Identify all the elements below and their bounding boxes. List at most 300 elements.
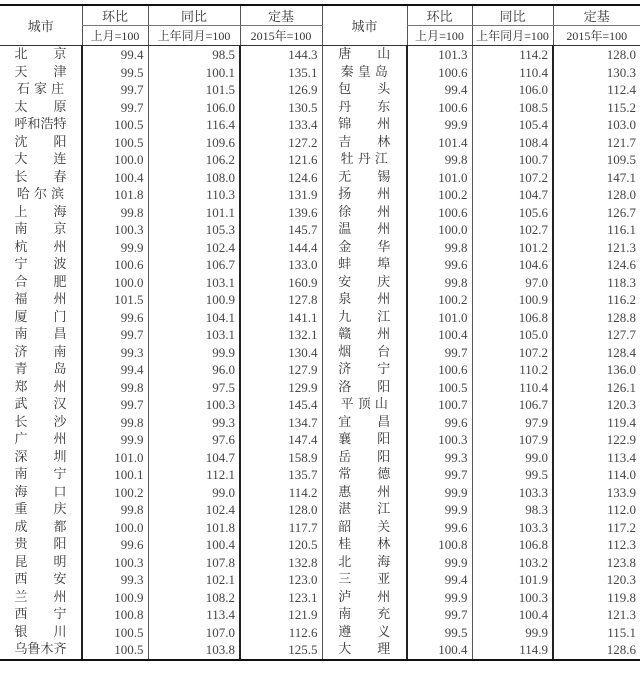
- yoy-value-right: 98.3: [472, 501, 553, 519]
- city-name-right: 洛 阳: [322, 379, 407, 397]
- base-value-left: 158.9: [240, 449, 322, 467]
- base-value-left: 127.9: [240, 361, 322, 379]
- mom-value-left: 99.3: [82, 344, 148, 362]
- yoy-value-right: 104.7: [472, 186, 553, 204]
- mom-value-right: 100.0: [407, 221, 472, 239]
- city-name-left: 西 安: [14, 572, 67, 587]
- mom-value-left: 99.8: [82, 204, 148, 222]
- base-value-right: 126.1: [553, 379, 640, 397]
- base-value-right: 114.0: [553, 466, 640, 484]
- base-value-left: 131.9: [240, 186, 322, 204]
- table-row: [0, 99, 640, 117]
- yoy-value-left: 106.2: [148, 151, 240, 169]
- yoy-value-right: 108.4: [472, 134, 553, 152]
- base-value-right: 136.0: [553, 361, 640, 379]
- city-name-left: 贵 阳: [14, 537, 67, 552]
- base-value-right: 128.0: [553, 186, 640, 204]
- base-value-left: 127.8: [240, 291, 322, 309]
- city-name-right: 赣 州: [322, 326, 407, 344]
- yoy-value-right: 114.2: [472, 46, 553, 64]
- base-value-left: 126.9: [240, 81, 322, 99]
- base-value-right: 121.3: [553, 239, 640, 257]
- base-value-right: 130.3: [553, 64, 640, 82]
- base-value-left: 120.5: [240, 536, 322, 554]
- table-row: [0, 554, 640, 572]
- mom-value-right: 101.0: [407, 309, 472, 327]
- mom-value-right: 99.9: [407, 501, 472, 519]
- base-value-left: 112.6: [240, 624, 322, 642]
- city-name-right: 九 江: [322, 309, 407, 327]
- table-row: [0, 309, 640, 327]
- yoy-value-right: 110.4: [472, 64, 553, 82]
- yoy-value-right: 105.6: [472, 204, 553, 222]
- yoy-value-left: 116.4: [148, 116, 240, 134]
- base-value-right: 128.4: [553, 344, 640, 362]
- table-row: [0, 484, 640, 502]
- mom-value-right: 99.9: [407, 554, 472, 572]
- mom-value-right: 99.8: [407, 151, 472, 169]
- yoy-value-left: 98.5: [148, 46, 240, 64]
- yoy-value-left: 104.1: [148, 309, 240, 327]
- city-name-right: 秦 皇 岛: [322, 64, 407, 82]
- base-value-right: 128.0: [553, 46, 640, 64]
- table-row: [0, 291, 640, 309]
- yoy-value-left: 101.1: [148, 204, 240, 222]
- base-value-right: 133.9: [553, 484, 640, 502]
- city-name-right: 桂 林: [322, 536, 407, 554]
- table-row: [0, 624, 640, 642]
- yoy-value-left: 106.0: [148, 99, 240, 117]
- table-row: [0, 64, 640, 82]
- mom-value-right: 99.9: [407, 484, 472, 502]
- table-row: [0, 81, 640, 99]
- mom-value-right: 99.6: [407, 519, 472, 537]
- city-name-left: 长 沙: [14, 414, 67, 430]
- header-row-2: [0, 26, 640, 46]
- base-value-right: 115.1: [553, 624, 640, 642]
- city-name-left: 福 州: [14, 292, 67, 307]
- city-name-right: 平 顶 山: [322, 396, 407, 414]
- mom-value-right: 99.5: [407, 624, 472, 642]
- city-name-left: 兰 州: [14, 589, 67, 605]
- city-name-left: 郑 州: [14, 379, 67, 395]
- mom-value-left: 100.0: [82, 151, 148, 169]
- table-row: [0, 169, 640, 187]
- mom-value-left: 99.7: [82, 81, 148, 99]
- price-index-table: [0, 4, 640, 661]
- header-city-left: 城市: [0, 5, 82, 46]
- table-row: [0, 571, 640, 589]
- city-name-left: 深 圳: [14, 449, 67, 465]
- base-value-left: 125.5: [240, 641, 322, 660]
- mom-value-right: 100.6: [407, 361, 472, 379]
- base-value-left: 130.4: [240, 344, 322, 362]
- mom-value-left: 101.5: [82, 291, 148, 309]
- mom-value-right: 99.4: [407, 81, 472, 99]
- header-mom-left: 环比: [82, 5, 148, 26]
- yoy-value-right: 99.0: [472, 449, 553, 467]
- subheader-yoy-right: 上年同月=100: [472, 26, 553, 46]
- yoy-value-left: 112.1: [148, 466, 240, 484]
- table-row: [0, 274, 640, 292]
- base-value-right: 112.4: [553, 81, 640, 99]
- table-row: [0, 344, 640, 362]
- city-name-right: 南 充: [322, 606, 407, 624]
- mom-value-left: 99.5: [82, 64, 148, 82]
- yoy-value-right: 99.9: [472, 624, 553, 642]
- city-name-right: 吉 林: [322, 134, 407, 152]
- base-value-left: 121.9: [240, 606, 322, 624]
- city-name-right: 韶 关: [322, 519, 407, 537]
- city-name-left: 广 州: [14, 432, 67, 447]
- yoy-value-left: 102.4: [148, 501, 240, 519]
- base-value-left: 145.4: [240, 396, 322, 414]
- city-name-right: 包 头: [322, 81, 407, 99]
- city-name-right: 无 锡: [322, 169, 407, 187]
- table-row: [0, 519, 640, 537]
- mom-value-left: 100.0: [82, 274, 148, 292]
- yoy-value-right: 101.9: [472, 571, 553, 589]
- yoy-value-left: 107.8: [148, 554, 240, 572]
- city-name-left: 长 春: [14, 169, 67, 185]
- yoy-value-left: 100.3: [148, 396, 240, 414]
- mom-value-right: 100.3: [407, 431, 472, 449]
- subheader-base-left: 2015年=100: [240, 26, 322, 46]
- yoy-value-right: 110.2: [472, 361, 553, 379]
- mom-value-left: 99.4: [82, 46, 148, 64]
- city-name-left: 海 口: [14, 484, 67, 500]
- city-name-right: 泸 州: [322, 589, 407, 607]
- base-value-right: 118.3: [553, 274, 640, 292]
- header-base-right: 定基: [553, 5, 640, 26]
- yoy-value-left: 103.1: [148, 326, 240, 344]
- base-value-left: 133.4: [240, 116, 322, 134]
- base-value-left: 128.0: [240, 501, 322, 519]
- subheader-yoy-left: 上年同月=100: [148, 26, 240, 46]
- city-name-right: 三 亚: [322, 571, 407, 589]
- table-row: [0, 151, 640, 169]
- yoy-value-left: 101.5: [148, 81, 240, 99]
- mom-value-left: 100.3: [82, 554, 148, 572]
- yoy-value-left: 104.7: [148, 449, 240, 467]
- mom-value-right: 100.4: [407, 641, 472, 660]
- city-name-left: 南 京: [14, 222, 67, 237]
- table-row: [0, 239, 640, 257]
- base-value-right: 119.4: [553, 414, 640, 432]
- mom-value-right: 99.3: [407, 449, 472, 467]
- city-name-left: 上 海: [14, 204, 67, 220]
- city-name-right: 锦 州: [322, 116, 407, 134]
- base-value-left: 135.7: [240, 466, 322, 484]
- base-value-left: 121.6: [240, 151, 322, 169]
- base-value-right: 112.0: [553, 501, 640, 519]
- table-row: [0, 431, 640, 449]
- base-value-right: 128.8: [553, 309, 640, 327]
- mom-value-left: 100.3: [82, 221, 148, 239]
- mom-value-left: 99.4: [82, 361, 148, 379]
- mom-value-left: 100.8: [82, 606, 148, 624]
- city-name-left: 天 津: [14, 64, 67, 80]
- city-name-left: 西 宁: [14, 607, 67, 622]
- base-value-right: 109.5: [553, 151, 640, 169]
- yoy-value-left: 99.3: [148, 414, 240, 432]
- yoy-value-right: 102.7: [472, 221, 553, 239]
- city-name-right: 岳 阳: [322, 449, 407, 467]
- yoy-value-right: 104.6: [472, 256, 553, 274]
- base-value-left: 132.8: [240, 554, 322, 572]
- city-name-left: 厦 门: [14, 309, 67, 325]
- base-value-right: 128.6: [553, 641, 640, 660]
- yoy-value-right: 100.3: [472, 589, 553, 607]
- table-row: [0, 46, 640, 64]
- yoy-value-left: 99.0: [148, 484, 240, 502]
- city-name-left: 北 京: [14, 47, 67, 62]
- yoy-value-right: 100.9: [472, 291, 553, 309]
- table-row: [0, 396, 640, 414]
- city-name-left: 昆 明: [14, 554, 67, 570]
- yoy-value-right: 100.4: [472, 606, 553, 624]
- table-row: [0, 116, 640, 134]
- base-value-left: 147.4: [240, 431, 322, 449]
- yoy-value-left: 99.9: [148, 344, 240, 362]
- city-name-left: 济 南: [14, 344, 67, 360]
- city-name-right: 扬 州: [322, 186, 407, 204]
- mom-value-left: 101.0: [82, 449, 148, 467]
- city-name-left: 宁 波: [14, 257, 67, 272]
- yoy-value-right: 110.4: [472, 379, 553, 397]
- header-city-right: 城市: [322, 5, 407, 46]
- city-name-right: 遵 义: [322, 624, 407, 642]
- mom-value-right: 99.8: [407, 274, 472, 292]
- mom-value-right: 100.8: [407, 536, 472, 554]
- table-row: [0, 449, 640, 467]
- header-yoy-left: 同比: [148, 5, 240, 26]
- table-row: [0, 641, 640, 660]
- city-name-right: 金 华: [322, 239, 407, 257]
- yoy-value-left: 102.4: [148, 239, 240, 257]
- base-value-right: 112.3: [553, 536, 640, 554]
- mom-value-right: 99.7: [407, 606, 472, 624]
- base-value-left: 144.3: [240, 46, 322, 64]
- base-value-left: 139.6: [240, 204, 322, 222]
- yoy-value-right: 106.7: [472, 396, 553, 414]
- city-name-left: 沈 阳: [14, 134, 67, 150]
- table-row: [0, 221, 640, 239]
- subheader-mom-right: 上月=100: [407, 26, 472, 46]
- mom-value-right: 99.9: [407, 116, 472, 134]
- mom-value-right: 101.4: [407, 134, 472, 152]
- base-value-left: 123.1: [240, 589, 322, 607]
- yoy-value-left: 113.4: [148, 606, 240, 624]
- city-name-right: 湛 江: [322, 501, 407, 519]
- mom-value-left: 100.5: [82, 624, 148, 642]
- mom-value-right: 99.4: [407, 571, 472, 589]
- base-value-left: 134.7: [240, 414, 322, 432]
- base-value-right: 121.3: [553, 606, 640, 624]
- yoy-value-left: 101.8: [148, 519, 240, 537]
- mom-value-right: 99.6: [407, 414, 472, 432]
- city-name-right: 安 庆: [322, 274, 407, 292]
- city-name-left: 青 岛: [14, 362, 67, 377]
- yoy-value-right: 106.0: [472, 81, 553, 99]
- yoy-value-right: 103.3: [472, 484, 553, 502]
- mom-value-left: 100.1: [82, 466, 148, 484]
- city-name-left: 合 肥: [14, 274, 67, 290]
- mom-value-left: 99.8: [82, 414, 148, 432]
- yoy-value-right: 99.5: [472, 466, 553, 484]
- city-name-left: 太 原: [14, 99, 67, 115]
- base-value-right: 123.8: [553, 554, 640, 572]
- yoy-value-left: 108.2: [148, 589, 240, 607]
- yoy-value-right: 107.2: [472, 344, 553, 362]
- mom-value-right: 99.8: [407, 239, 472, 257]
- yoy-value-left: 110.3: [148, 186, 240, 204]
- mom-value-right: 100.5: [407, 379, 472, 397]
- mom-value-left: 99.3: [82, 571, 148, 589]
- price-index-table-container: [0, 4, 640, 661]
- subheader-mom-left: 上月=100: [82, 26, 148, 46]
- table-row: [0, 414, 640, 432]
- yoy-value-left: 108.0: [148, 169, 240, 187]
- subheader-base-right: 2015年=100: [553, 26, 640, 46]
- yoy-value-right: 103.2: [472, 554, 553, 572]
- base-value-right: 120.3: [553, 571, 640, 589]
- mom-value-left: 99.7: [82, 326, 148, 344]
- mom-value-left: 99.6: [82, 536, 148, 554]
- city-name-left: 银 川: [14, 624, 67, 640]
- yoy-value-right: 108.5: [472, 99, 553, 117]
- city-name-right: 襄 阳: [322, 431, 407, 449]
- city-name-left: 乌鲁木齐: [0, 641, 82, 660]
- yoy-value-right: 114.9: [472, 641, 553, 660]
- mom-value-right: 100.6: [407, 64, 472, 82]
- table-row: [0, 204, 640, 222]
- table-row: [0, 589, 640, 607]
- yoy-value-right: 107.9: [472, 431, 553, 449]
- city-name-right: 惠 州: [322, 484, 407, 502]
- base-value-left: 124.6: [240, 169, 322, 187]
- table-row: [0, 361, 640, 379]
- base-value-left: 144.4: [240, 239, 322, 257]
- city-name-right: 唐 山: [322, 46, 407, 64]
- city-name-left: 成 都: [14, 519, 67, 535]
- yoy-value-right: 105.0: [472, 326, 553, 344]
- base-value-right: 122.9: [553, 431, 640, 449]
- base-value-left: 123.0: [240, 571, 322, 589]
- yoy-value-left: 105.3: [148, 221, 240, 239]
- base-value-right: 119.8: [553, 589, 640, 607]
- base-value-left: 129.9: [240, 379, 322, 397]
- yoy-value-right: 106.8: [472, 536, 553, 554]
- mom-value-left: 100.2: [82, 484, 148, 502]
- base-value-left: 141.1: [240, 309, 322, 327]
- table-row: [0, 134, 640, 152]
- mom-value-left: 99.6: [82, 309, 148, 327]
- city-name-right: 北 海: [322, 554, 407, 572]
- mom-value-left: 100.9: [82, 589, 148, 607]
- city-name-right: 丹 东: [322, 99, 407, 117]
- yoy-value-left: 100.4: [148, 536, 240, 554]
- mom-value-right: 100.6: [407, 204, 472, 222]
- mom-value-right: 99.9: [407, 589, 472, 607]
- yoy-value-right: 107.2: [472, 169, 553, 187]
- table-row: [0, 466, 640, 484]
- city-name-right: 温 州: [322, 221, 407, 239]
- mom-value-left: 99.8: [82, 501, 148, 519]
- yoy-value-left: 100.9: [148, 291, 240, 309]
- city-name-left: 呼和浩特: [14, 117, 67, 132]
- base-value-right: 116.1: [553, 221, 640, 239]
- base-value-right: 117.2: [553, 519, 640, 537]
- base-value-left: 127.2: [240, 134, 322, 152]
- base-value-left: 114.2: [240, 484, 322, 502]
- yoy-value-left: 109.6: [148, 134, 240, 152]
- mom-value-left: 99.7: [82, 99, 148, 117]
- yoy-value-right: 103.3: [472, 519, 553, 537]
- city-name-left: 哈 尔 滨: [16, 187, 65, 202]
- table-row: [0, 326, 640, 344]
- city-name-right: 大 理: [322, 641, 407, 660]
- base-value-right: 124.6: [553, 256, 640, 274]
- yoy-value-left: 97.5: [148, 379, 240, 397]
- mom-value-left: 100.5: [82, 641, 148, 660]
- yoy-value-right: 97.9: [472, 414, 553, 432]
- mom-value-left: 100.5: [82, 116, 148, 134]
- yoy-value-left: 107.0: [148, 624, 240, 642]
- city-name-left: 重 庆: [14, 502, 67, 517]
- yoy-value-left: 96.0: [148, 361, 240, 379]
- mom-value-left: 100.4: [82, 169, 148, 187]
- table-row: [0, 536, 640, 554]
- mom-value-right: 101.0: [407, 169, 472, 187]
- city-name-right: 济 宁: [322, 361, 407, 379]
- base-value-right: 120.3: [553, 396, 640, 414]
- mom-value-left: 99.9: [82, 431, 148, 449]
- base-value-right: 113.4: [553, 449, 640, 467]
- table-body: [0, 46, 640, 660]
- base-value-right: 127.7: [553, 326, 640, 344]
- base-value-right: 121.7: [553, 134, 640, 152]
- base-value-left: 135.1: [240, 64, 322, 82]
- mom-value-right: 99.7: [407, 344, 472, 362]
- city-name-left: 南 昌: [14, 327, 67, 342]
- yoy-value-right: 106.8: [472, 309, 553, 327]
- base-value-left: 145.7: [240, 221, 322, 239]
- base-value-left: 133.0: [240, 256, 322, 274]
- city-name-right: 徐 州: [322, 204, 407, 222]
- base-value-right: 103.0: [553, 116, 640, 134]
- yoy-value-left: 97.6: [148, 431, 240, 449]
- mom-value-left: 100.0: [82, 519, 148, 537]
- table-row: [0, 256, 640, 274]
- table-row: [0, 501, 640, 519]
- city-name-left: 大 连: [14, 152, 67, 167]
- mom-value-right: 99.7: [407, 466, 472, 484]
- header-base-left: 定基: [240, 5, 322, 26]
- city-name-left: 杭 州: [14, 239, 67, 255]
- city-name-right: 泉 州: [322, 291, 407, 309]
- yoy-value-right: 97.0: [472, 274, 553, 292]
- base-value-right: 116.2: [553, 291, 640, 309]
- mom-value-left: 100.6: [82, 256, 148, 274]
- mom-value-right: 99.6: [407, 256, 472, 274]
- base-value-right: 126.7: [553, 204, 640, 222]
- city-name-left: 武 汉: [14, 397, 67, 412]
- table-row: [0, 379, 640, 397]
- city-name-left: 石 家 庄: [16, 82, 65, 97]
- base-value-left: 130.5: [240, 99, 322, 117]
- mom-value-left: 99.8: [82, 379, 148, 397]
